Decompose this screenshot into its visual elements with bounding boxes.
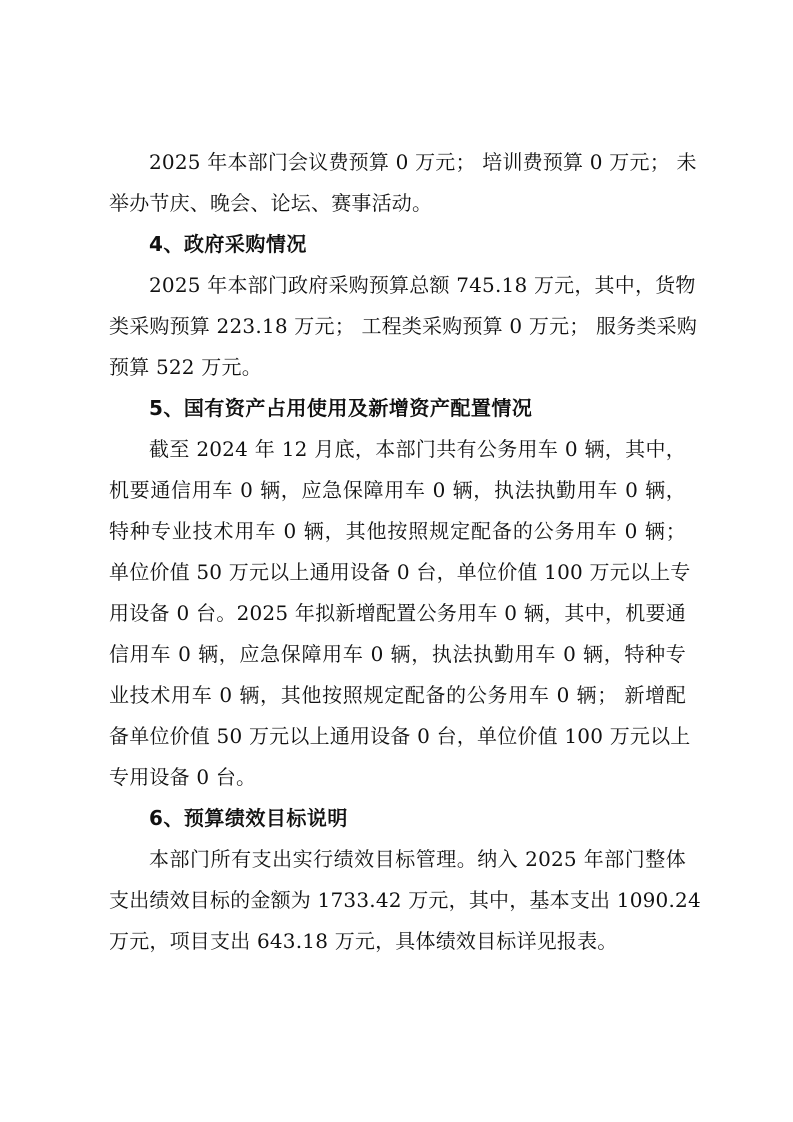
text-line: 专用设备 0 台。 — [109, 765, 257, 789]
text-line: 支出绩效目标的金额为 1733.42 万元，其中，基本支出 1090.24 — [109, 888, 701, 912]
document-page — [109, 142, 701, 962]
text-line: 机要通信用车 0 辆，应急保障用车 0 辆，执法执勤用车 0 辆， — [109, 478, 686, 502]
text-line: 类采购预算 223.18 万元； 工程类采购预算 0 万元； 服务类采购 — [109, 314, 698, 338]
paragraph-performance — [109, 839, 701, 962]
text-line: 万元，项目支出 643.18 万元，具体绩效目标详见报表。 — [109, 929, 618, 953]
text-line: 单位价值 50 万元以上通用设备 0 台，单位价值 100 万元以上专 — [109, 560, 691, 584]
paragraph-meeting-training — [109, 142, 697, 224]
text-line: 业技术用车 0 辆，其他按照规定配备的公务用车 0 辆； 新增配 — [109, 683, 686, 707]
section-heading-performance: 6、预算绩效目标说明 — [149, 806, 348, 830]
text-line: 本部门所有支出实行绩效目标管理。纳入 2025 年部门整体 — [149, 847, 686, 871]
text-line: 特种专业技术用车 0 辆，其他按照规定配备的公务用车 0 辆； — [109, 519, 686, 543]
paragraph-procurement — [109, 265, 698, 388]
text-line: 举办节庆、晚会、论坛、赛事活动。 — [109, 191, 433, 215]
section-heading-assets: 5、国有资产占用使用及新增资产配置情况 — [149, 396, 533, 420]
text-line: 2025 年本部门政府采购预算总额 745.18 万元，其中，货物 — [149, 273, 696, 297]
text-line: 截至 2024 年 12 月底，本部门共有公务用车 0 辆，其中， — [149, 437, 686, 461]
text-line: 用设备 0 台。2025 年拟新增配置公务用车 0 辆，其中，机要通 — [109, 601, 686, 625]
text-line: 2025 年本部门会议费预算 0 万元； 培训费预算 0 万元； 未 — [149, 150, 697, 174]
text-line: 预算 522 万元。 — [109, 355, 262, 379]
paragraph-assets — [109, 429, 691, 798]
text-line: 备单位价值 50 万元以上通用设备 0 台，单位价值 100 万元以上 — [109, 724, 691, 748]
section-heading-procurement: 4、政府采购情况 — [149, 232, 307, 256]
text-line: 信用车 0 辆，应急保障用车 0 辆，执法执勤用车 0 辆，特种专 — [109, 642, 686, 666]
